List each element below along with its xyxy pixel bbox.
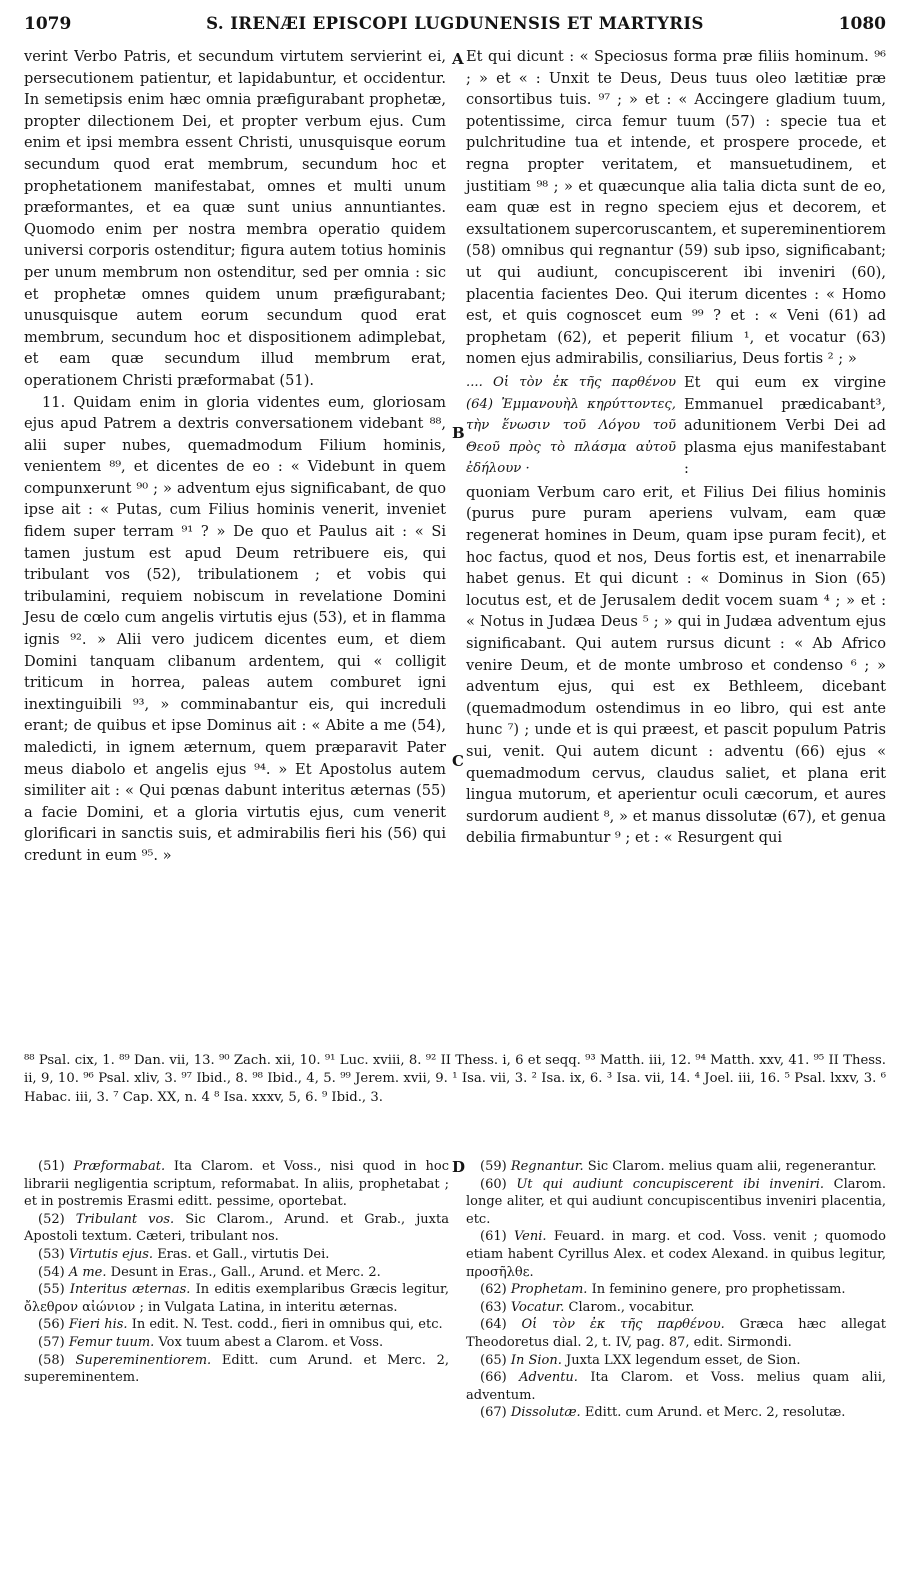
main-text-left-column xyxy=(24,46,446,867)
footnote-number: (52) xyxy=(38,1211,65,1227)
footnote-lemma: Adventu. xyxy=(519,1370,578,1386)
footnote-number: (54) xyxy=(38,1264,65,1280)
footnote xyxy=(466,1281,886,1299)
latin-parallel: Et qui eum ex virgine Emmanuel prædicabant³, adunitionem Verbi Dei ad plasma ejus manifestabant : xyxy=(684,373,886,478)
paragraph: quoniam Verbum caro erit, et Filius Dei filius hominis (purus pure puram aperiens vulvam, eam quæ regenerat homines in Deum, quam ipse puram fecit), et hoc factus, quod et nos, Deus fortis est, et inenarrabile habet genus. Et qui dicunt : « Dominus in Sion (65) locutus est, et de Jerusalem dedit vocem suam ⁴ ; » et : « Notus in Judæa Deus ⁵ ; » qui in Judæa adventum ejus significabant. Qui autem rursus dicunt : « Ab Africo venire Deum, et de monte umbroso et condenso ⁶ ; » adventum ejus, qui est ex Bethleem, dicebant (quemadmodum ostendimus in eo libro, qui est ante hunc ⁷) ; unde et is qui præest, et pascit populum Patris sui, venit. Qui autem dicunt : adventu (66) ejus « quemadmodum cervus, claudus saliet, et plana erit lingua mutorum, et aperientur oculi cæcorum, et aures surdorum audient ⁸, » et manus dissolutæ (67), et genua debilia firmabuntur ⁹ ; et : « Resurgent qui xyxy=(466,483,886,847)
footnote-text: Ita Clarom. et Voss. melius quam alii, adventum. xyxy=(466,1370,886,1403)
footnote-text: Clarom. longe aliter, et qui audiunt concupiscentibus inveniri placentia, etc. xyxy=(466,1176,886,1227)
footnote-text: Desunt in Eras., Gall., Arund. et Merc. 2. xyxy=(110,1264,381,1280)
footnote-lemma: Supereminentiorem. xyxy=(75,1352,212,1368)
footnote xyxy=(24,1158,449,1211)
footnote xyxy=(466,1369,886,1404)
footnote-number: (62) xyxy=(480,1282,507,1298)
footnote-text: Græca hæc allegat Theodoretus dial. 2, t. IV, pag. 87, edit. Sirmondi. xyxy=(466,1317,887,1350)
footnote xyxy=(24,1352,449,1387)
paragraph: 11. Quidam enim in gloria videntes eum, gloriosam ejus apud Patrem a dextris conversationem videbant ⁸⁸, alii super nubes, quemadmodum Filium hominis, venientem ⁸⁹, et dicentes de eo : « Videbunt in quem compunxerunt ⁹⁰ ; » adventum ejus significabant, de quo ipse ait : « Putas, cum Filius hominis venerit, inveniet fidem super terram ⁹¹ ? » De quo et Paulus ait : « Si tamen justum est apud Deum retribuere eis, qui tribulant vos (52), tribulationem ; et vobis qui tribulamini, requiem nobiscum in revelatione Domini Jesu de cœlo cum angelis virtutis ejus (53), et in flamma ignis ⁹². » Alii vero judicem dicentes eum, et diem Domini tanquam clibanum ardentem, qui « colligit triticum in horrea, paleas autem comburet igni inextinguibili ⁹³, » comminabantur eis, qui increduli erant; de quibus et ipse Dominus ait : « Abite a me (54), maledicti, in ignem æternum, quem præparavit Pater meus diabolo et angelis ejus ⁹⁴. » Et Apostolus autem similiter ait : « Qui pœnas dabunt interitus æternas (55) a facie Domini, et a gloria virtutis ejus, cum venerit glorificari in sanctis suis, et admirabilis fieri his (56) qui credunt in eum ⁹⁵. » xyxy=(24,393,446,864)
footnote-number: (59) xyxy=(480,1159,507,1174)
footnote xyxy=(24,1281,449,1316)
footnotes-right-column xyxy=(466,1158,886,1422)
greek-fragment: .... Οἱ τὸν ἐκ τῆς παρθένου (64) Ἐμμανουὴλ κηρύττοντες, τὴν ἕνωσιν τοῦ Λόγου τοῦ Θεοῦ πρὸς τὸ πλάσμα αὐτοῦ ἐδήλουν · xyxy=(466,374,676,477)
footnote xyxy=(466,1316,886,1351)
footnote xyxy=(24,1334,449,1352)
footnote-lemma: Fieri his. xyxy=(68,1317,128,1333)
footnote-text: Editt. cum Arund. et Merc. 2, supereminentem. xyxy=(24,1352,449,1386)
footnote xyxy=(24,1316,449,1334)
scripture-references: ⁸⁸ Psal. cix, 1. ⁸⁹ Dan. vii, 13. ⁹⁰ Zach. xii, 10. ⁹¹ Luc. xviii, 8. ⁹² II Thess. i, 6 et seqq. ⁹³ Matth. iii, 12. ⁹⁴ Matth. xxv, 41. ⁹⁵ II Thess. ii, 9, 10. ⁹⁶ Psal. xliv, 3. ⁹⁷ Ibid., 8. ⁹⁸ Ibid., 4, 5. ⁹⁹ Jerem. xvii, 9. ¹ Isa. vii, 3. ² Isa. ix, 6. ³ Isa. vii, 14. ⁴ Joel. iii, 16. ⁵ Psal. lxxv, 3. ⁶ Habac. iii, 3. ⁷ Cap. XX, n. 4 ⁸ Isa. xxxv, 5, 6. ⁹ Ibid., 3. xyxy=(24,1053,886,1105)
margin-letter-a: A xyxy=(452,50,464,68)
page-number-right: 1080 xyxy=(838,14,886,34)
footnote-lemma: Vocatur. xyxy=(510,1299,565,1315)
footnote-lemma: In Sion. xyxy=(510,1352,562,1368)
footnote-number: (67) xyxy=(480,1405,507,1421)
footnote-number: (51) xyxy=(38,1159,65,1174)
footnote-lemma: Ut qui audiunt concupiscerent ibi inveniri. xyxy=(516,1176,825,1192)
footnote xyxy=(24,1246,449,1264)
footnote-number: (56) xyxy=(38,1317,65,1333)
margin-letter-b: B xyxy=(452,424,465,442)
footnote-text: In editis exemplaribus Græcis legitur, ὄλεθρον αἰώνιον ; in Vulgata Latina, in interitu æternas. xyxy=(24,1282,449,1315)
running-title: S. IRENÆI EPISCOPI LUGDUNENSIS ET MARTYRIS xyxy=(206,14,704,33)
footnote xyxy=(466,1176,886,1229)
footnote xyxy=(24,1264,449,1282)
footnote-number: (58) xyxy=(38,1352,65,1368)
main-text-right-column xyxy=(466,46,886,849)
footnote-number: (53) xyxy=(38,1246,65,1262)
footnote-number: (64) xyxy=(480,1317,507,1333)
footnote-lemma: Femur tuum. xyxy=(68,1334,155,1350)
footnote-lemma: Præformabat. xyxy=(73,1159,166,1174)
footnote-number: (61) xyxy=(480,1229,507,1245)
footnote-lemma: Virtutis ejus. xyxy=(68,1246,154,1262)
footnote-lemma: Tribulant vos. xyxy=(75,1211,175,1227)
footnote-number: (55) xyxy=(38,1282,65,1298)
footnote-text: Editt. cum Arund. et Merc. 2, resolutæ. xyxy=(584,1405,846,1421)
footnote-number: (63) xyxy=(480,1299,507,1315)
footnote-text: Clarom., vocabitur. xyxy=(568,1299,695,1315)
footnote-lemma: Regnantur. xyxy=(510,1159,584,1174)
footnote-lemma: Dissolutæ. xyxy=(510,1405,581,1421)
footnote xyxy=(466,1352,886,1370)
footnote xyxy=(466,1299,886,1317)
footnote xyxy=(466,1158,886,1176)
footnote-text: Sic Clarom., Arund. et Grab., juxta Apostoli textum. Cæteri, tribulant nos. xyxy=(24,1211,449,1245)
footnote-lemma: Prophetam. xyxy=(510,1282,588,1298)
footnote-text: Vox tuum abest a Clarom. et Voss. xyxy=(158,1334,384,1350)
footnote-text: Feuard. in marg. et cod. Voss. venit ; quomodo etiam habent Cyrillus Alex. et codex Alexand. in quibus legitur, προσῆλθε. xyxy=(466,1229,886,1280)
footnote-text: Ita Clarom. et Voss., nisi quod in hoc librarii negligentia scriptum, reformabat. In aliis, prophetabat ; et in postremis Erasmi editt. pessime, oportebat. xyxy=(24,1159,449,1210)
footnote-text: In feminino genere, pro prophetissam. xyxy=(591,1282,846,1298)
footnote-lemma: Veni. xyxy=(513,1229,547,1245)
footnote-lemma: A me. xyxy=(68,1264,107,1280)
footnote-number: (66) xyxy=(480,1370,507,1386)
footnote-text: Juxta LXX legendum esset, de Sion. xyxy=(566,1352,801,1368)
footnote-text: Sic Clarom. melius quam alii, regenerantur. xyxy=(587,1159,877,1174)
page-number-left: 1079 xyxy=(24,14,72,34)
page-header xyxy=(24,14,886,44)
footnote xyxy=(466,1404,886,1422)
footnote-text: Eras. et Gall., virtutis Dei. xyxy=(157,1246,330,1262)
paragraph: Et qui dicunt : « Speciosus forma præ filiis hominum. ⁹⁶ ; » et « : Unxit te Deus, Deus tuus oleo lætitiæ præ consortibus tuis. ⁹⁷ ; » et : « Accingere gladium tuum, potentissime, circa femur tuum (57) : specie tua et pulchritudine tua et intende, et prospere procede, et regna propter veritatem, et mansuetudinem, et justitiam ⁹⁸ ; » et quæcunque alia talia dicta sunt de eo, eam quæ est in regno speciem ejus et decorem, et exsultationem supercoruscantem, et supereminentiorem (58) omnibus qui regnantur (59) sub ipso, significabant; ut qui audiunt, concupiscerent ibi inveniri (60), placentia facientes Deo. Qui iterum dicentes : « Homo est, et quis cognoscet eum ⁹⁹ ? et : « Veni (61) ad prophetam (62), et peperit filium ¹, et vocatur (63) nomen ejus admirabilis, consiliarius, Deus fortis ² ; » xyxy=(466,48,886,368)
margin-letter-c: C xyxy=(452,752,464,770)
footnote-number: (57) xyxy=(38,1334,65,1350)
paragraph: verint Verbo Patris, et secundum virtutem servierint ei, persecutionem patientur, et lapidabuntur, et occidentur. In semetipsis enim hæc omnia præfigurabant prophetæ, propter dilectionem Dei, et propter verbum ejus. Cum enim et ipsi membra essent Christi, unusquisque eorum secundum quod erat membrum, secundum hoc et prophetationem manifestabat, omnes et multi unum præformantes, et ea quæ sunt unius annuntiantes. Quomodo enim per nostra membra operatio quidem universi corporis ostenditur; figura autem totius hominis per unum membrum non ostenditur, sed per omnia : sic et prophetæ omnes quidem unum præfigurabant; unusquisque autem eorum secundum quod erat membrum, secundum hoc et dispositionem adimplebat, et eam quæ secundum illud membrum erat, operationem Christi præformabat (51). xyxy=(24,48,446,389)
footnote xyxy=(466,1228,886,1281)
footnote-lemma: Οἱ τὸν ἐκ τῆς παρθένου. xyxy=(521,1317,725,1333)
footnote-number: (60) xyxy=(480,1176,507,1192)
footnote xyxy=(24,1211,449,1246)
footnote-text: In edit. N. Test. codd., fieri in omnibus qui, etc. xyxy=(131,1317,443,1333)
footnotes-left-column xyxy=(24,1158,449,1387)
footnote-number: (65) xyxy=(480,1352,507,1368)
parallel-text-block xyxy=(466,372,886,480)
footnote-lemma: Interitus æternas. xyxy=(69,1282,191,1298)
margin-letter-d: D xyxy=(452,1158,466,1176)
